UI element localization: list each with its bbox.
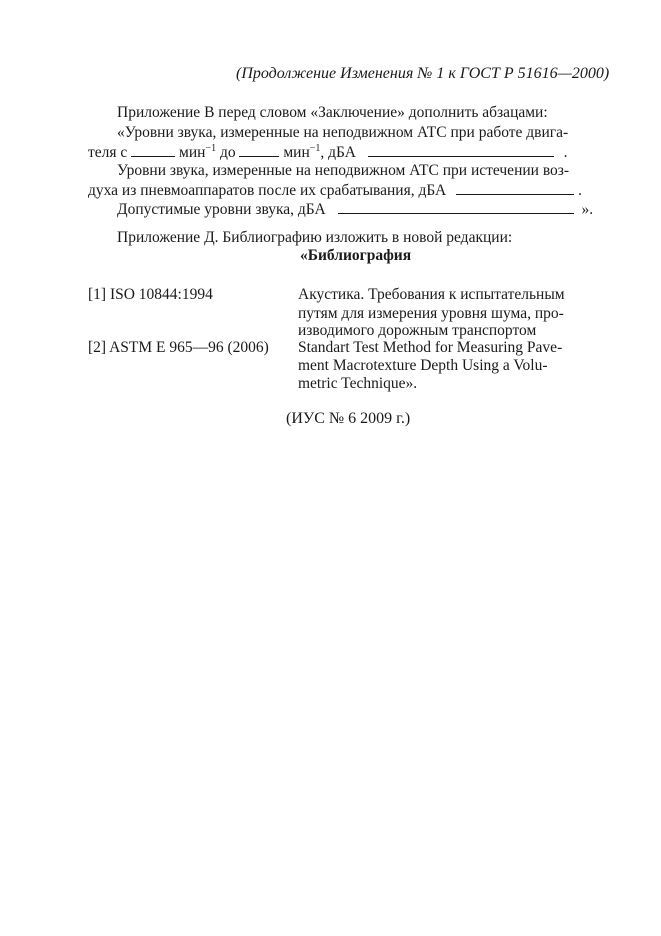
dba-unit-1: , дБА bbox=[320, 144, 356, 161]
reference-2-desc-line3: metric Technique». bbox=[298, 375, 418, 392]
appendix-v-intro: Приложение В перед словом «Заключение» дополнить абзацами: bbox=[117, 104, 548, 121]
appendix-v-line2-text: «Уровни звука, измеренные на неподвижном АТС при работе двига- bbox=[117, 124, 569, 141]
appendix-v-line5 bbox=[88, 180, 582, 201]
line6-end: ». bbox=[581, 201, 594, 218]
ius-footer: (ИУС № 6 2009 г.) bbox=[286, 410, 411, 427]
line5-end: . bbox=[578, 182, 582, 199]
engine-to-label: до bbox=[219, 144, 236, 161]
blank-dba-permissible bbox=[338, 199, 574, 214]
appendix-v-line3 bbox=[88, 142, 568, 163]
reference-1-desc-line2: путям для измерения уровня шума, про- bbox=[298, 305, 564, 322]
bibliography-title: «Библиография bbox=[300, 247, 412, 264]
appendix-v-line5-text: духа из пневмоаппаратов после их срабатывания, дБА bbox=[88, 182, 447, 199]
line3-end: . bbox=[563, 144, 568, 161]
appendix-d-intro: Приложение Д. Библиографию изложить в новой редакции: bbox=[117, 229, 513, 246]
blank-dba-engine bbox=[368, 142, 554, 157]
rpm-exp-2: −1 bbox=[309, 143, 321, 154]
appendix-v-line6 bbox=[117, 199, 593, 220]
reference-1-desc-line3: изводимого дорожным транспортом bbox=[298, 322, 537, 339]
blank-rpm-from bbox=[131, 142, 175, 157]
rpm-unit-2: мин bbox=[283, 144, 310, 161]
page-header: (Продолжение Изменения № 1 к ГОСТ Р 51616—2000) bbox=[236, 65, 610, 82]
reference-1-desc-text1: Акустика. Требования к испытательным bbox=[298, 286, 565, 303]
reference-2-id: [2] ASTM E 965—96 (2006) bbox=[88, 339, 269, 356]
engine-from-label: теля с bbox=[88, 144, 128, 161]
appendix-v-line4: Уровни звука, измеренные на неподвижном АТС при истечении воз- bbox=[117, 162, 570, 179]
reference-2-desc-line2: ment Macrotexture Depth Using a Volu- bbox=[298, 357, 548, 374]
rpm-unit-1: мин bbox=[179, 144, 206, 161]
reference-1-desc-line1 bbox=[298, 285, 616, 305]
blank-rpm-to bbox=[239, 142, 279, 157]
appendix-v-line6-text: Допустимые уровни звука, дБА bbox=[117, 201, 326, 218]
reference-1-id: [1] ISO 10844:1994 bbox=[88, 286, 213, 303]
appendix-v-line2 bbox=[117, 123, 616, 143]
reference-2-desc-line1: Standart Test Method for Measuring Pave- bbox=[298, 339, 563, 356]
rpm-exp-1: −1 bbox=[205, 143, 217, 154]
blank-dba-air bbox=[456, 180, 574, 195]
